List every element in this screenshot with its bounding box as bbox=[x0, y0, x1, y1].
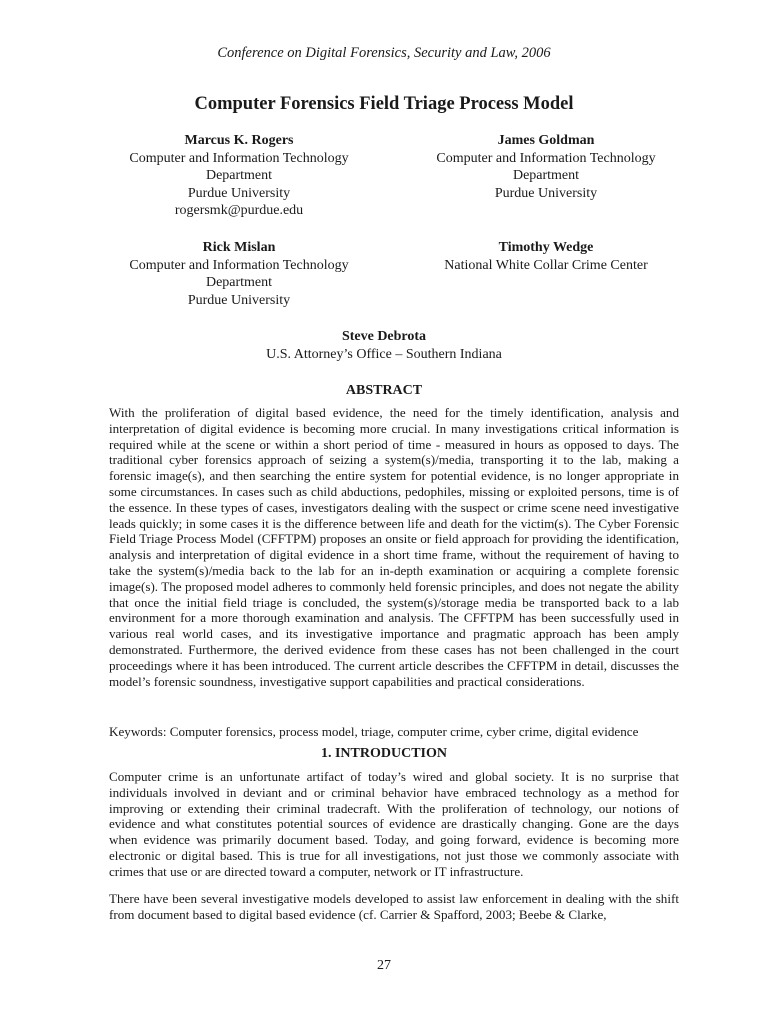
author-email: rogersmk@purdue.edu bbox=[174, 203, 304, 219]
author-block bbox=[89, 132, 389, 220]
author-affiliation: Purdue University bbox=[187, 185, 291, 201]
page-number: 27 bbox=[377, 958, 391, 973]
abstract-text: With the proliferation of digital based evidence, the need for the timely identification, analysis and interpretation of digital evidence is becoming more crucial. In many investigations critical information is required while at the scene or within a short period of time - measured in hours as opposed to days. The traditional cyber forensics approach of seizing a system(s)/media, transporting it to the lab, making a forensic image(s), and then searching the entire system for potential evidence, is no longer appropriate in some circumstances. In cases such as child abductions, pedophiles, missing or exploited persons, time is of the essence. In these types of cases, investigators dealing with the suspect or crime scene need investigative leads quickly; in some cases it is the difference between life and death for the victim(s). The Cyber Forensic Field Triage Process Model (CFFTPM) proposes an onsite or field approach for providing the identification, analysis and interpretation of digital evidence in a short time frame, without the requirement of having to take the system(s)/media back to the lab for an in-depth examination or acquiring a complete forensic image(s). The proposed model adheres to commonly held forensic principles, and does not negate the ability that once the initial field triage is concluded, the system(s)/storage media be transported back to a lab environment for a more thorough examination and analysis. The CFFTPM has been successfully used in various real world cases, and its investigative importance and pragmatic approach has been amply demonstrated. Furthermore, the derived evidence from these cases has not been challenged in the court proceedings where it has been introduced. The current article describes the CFFTPM in detail, discusses the model’s forensic soundness, investigative support capabilities and practical considerations. bbox=[109, 405, 679, 689]
author-name: Rick Mislan bbox=[202, 240, 276, 255]
introduction-heading: 1. INTRODUCTION bbox=[320, 746, 447, 761]
author-affiliation: Computer and Information Technology bbox=[436, 150, 656, 166]
author-affiliation: U.S. Attorney’s Office – Southern Indiana bbox=[266, 346, 502, 362]
author-affiliation: Purdue University bbox=[494, 185, 598, 201]
author-name: James Goldman bbox=[497, 133, 595, 148]
author-name: Steve Debrota bbox=[341, 329, 427, 344]
author-affiliation: National White Collar Crime Center bbox=[444, 257, 648, 273]
author-block bbox=[89, 239, 389, 309]
author-block bbox=[184, 328, 584, 363]
conference-header: Conference on Digital Forensics, Security and Law, 2006 bbox=[217, 45, 551, 61]
author-name: Marcus K. Rogers bbox=[184, 133, 294, 148]
author-affiliation: Department bbox=[512, 168, 580, 184]
abstract-heading: ABSTRACT bbox=[345, 383, 423, 398]
intro-paragraph: Computer crime is an unfortunate artifact of today’s wired and global society. It is no surprise that individuals involved in deviant and or criminal behavior have embraced technology as a method for improving or extending their criminal tradecraft. With the proliferation of technology, our notions of evidence and what constitutes potential sources of evidence are drastically changing. Gone are the days when evidence was primarily document based. Today, and going forward, evidence is becoming more electronic or digital based. This is true for all investigations, not just those we commonly associate with crimes that use or are directed toward a computer, network or IT infrastructure. bbox=[109, 769, 679, 879]
author-block bbox=[396, 132, 696, 202]
intro-paragraph: There have been several investigative models developed to assist law enforcement in dealing with the shift from document based to digital based evidence (cf. Carrier & Spafford, 2003; Beebe & Clarke, bbox=[109, 891, 679, 922]
keywords: Keywords: Computer forensics, process model, triage, computer crime, cyber crime, digital evidence bbox=[109, 724, 639, 739]
author-name: Timothy Wedge bbox=[498, 240, 594, 255]
author-affiliation: Computer and Information Technology bbox=[129, 257, 349, 273]
author-block bbox=[396, 239, 696, 274]
paper-title: Computer Forensics Field Triage Process Model bbox=[194, 94, 574, 114]
author-affiliation: Purdue University bbox=[187, 292, 291, 308]
author-affiliation: Department bbox=[205, 168, 273, 184]
author-affiliation: Computer and Information Technology bbox=[129, 150, 349, 166]
author-affiliation: Department bbox=[205, 275, 273, 291]
